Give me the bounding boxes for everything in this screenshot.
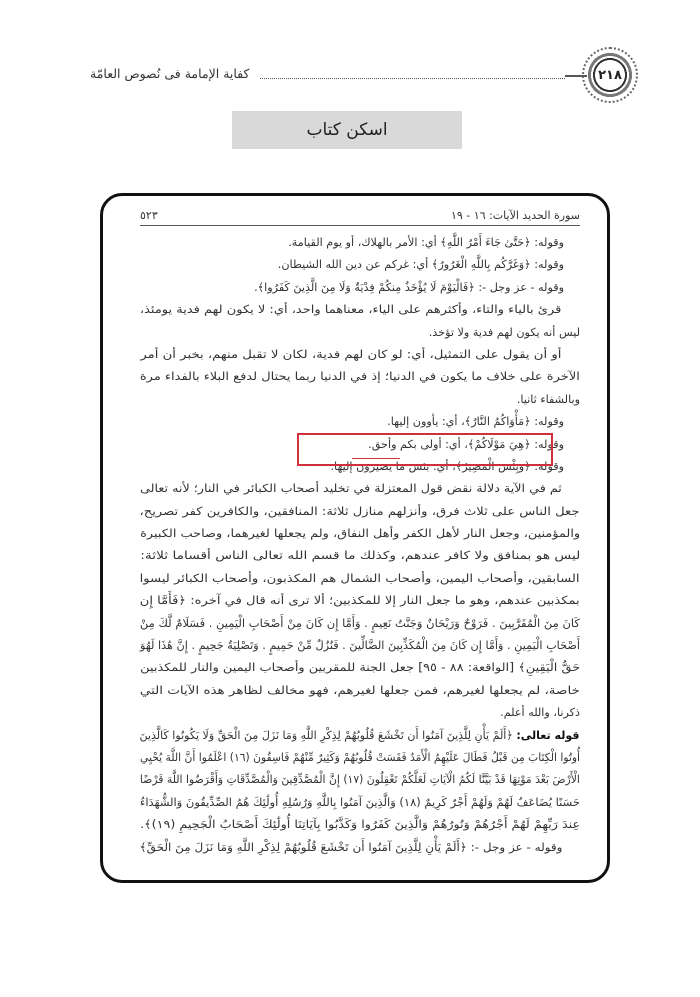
line-text: أُوتُوا الْكِتَابَ مِن قَبْلُ فَطَالَ عَلَيْهِمُ الْأَمَدُ فَقَسَتْ قُلُوبُهُمْ وَكَثِيرٌ مِّنْهُمْ فَاسِقُونَ (١٦) اعْلَمُوا أَنَّ اللَّهَ يُحْيِي [140,750,580,764]
text-line-content [140,523,580,545]
line-text: قرئ بالياء والتاء، وأكثرهم على الياء، معناهما واحد، أي: لا يكون لهم فدية يومئذ، [140,303,562,317]
line-text: حَقُّ الْيَقِينِ﴾ [الواقعة: ٨٨ - ٩٥] جعل الجنة للمقربين وأصحاب اليمين والنار للمكذبين [139,661,580,675]
text-line-content [429,322,580,344]
line-text: وقوله - عز وجل -: ﴿أَلَمْ يَأْنِ لِلَّذِينَ آمَنُوا أَن تَخْشَعَ قُلُوبُهُمْ لِذِكْرِ اللَّهِ وَمَا نَزَلَ مِنَ الْحَقِّ﴾ [140,840,563,854]
body-text [140,232,580,859]
line-text: وقوله - عز وجل -: ﴿فَالْيَوْمَ لَا يُؤْخَذُ مِنكُمْ فِدْيَةٌ وَلَا مِنَ الَّذِينَ كَفَرُوا﴾. [254,280,564,294]
text-line-content [140,613,580,635]
text-line-content [140,545,580,567]
header-dotted-rule [260,78,565,79]
line-text: ذكرنا، والله أعلم. [500,706,580,720]
page-number: ٢١٨ [598,67,622,83]
text-line [140,322,580,344]
line-text: والمؤمنين، وجعل النار لأهل الكفر وأهل النفاق، ولم يجعلها لغيرهما، وصاحب الكبيرة [140,527,580,541]
text-line [140,568,580,590]
text-line-content [140,747,580,769]
text-line [140,254,580,276]
text-line [140,411,580,433]
text-line-content [140,366,580,388]
text-line [140,344,580,366]
book-title: كفاية الإمامة فى نُصوص العامّة [90,66,250,81]
text-line [140,747,580,769]
text-line [140,389,580,411]
text-line-content [288,232,580,254]
text-line-content [140,478,580,500]
text-line-content [278,254,580,276]
text-line [140,501,580,523]
text-line-content [140,635,580,657]
text-line [140,837,580,859]
text-line [140,702,580,724]
line-text: عِندَ رَبِّهِمْ لَهُمْ أَجْرُهُمْ وَنُورُهُمْ وَالَّذِينَ كَفَرُوا وَكَذَّبُوا بِآيَاتِنَا أُولَٰئِكَ أَصْحَابُ الْجَحِيمِ (١٩)﴾. [140,818,581,832]
line-text: حَسَنًا يُضَاعَفُ لَهُمْ وَلَهُمْ أَجْرٌ كَرِيمٌ (١٨) وَالَّذِينَ آمَنُوا بِاللَّهِ وَرُسُلِهِ أُولَٰئِكَ هُمُ الصِّدِّيقُونَ وَالشُّهَدَاءُ [139,795,580,809]
text-line-content [140,792,580,814]
line-text: خاصة، لم يجعلها لغيرهم، فمن جعلها لغيرهم، فهو مخالف لظاهر هذه الآيات التي [139,683,580,697]
line-text: كَانَ مِنَ الْمُقَرَّبِينَ . فَرَوْحٌ وَرَيْحَانٌ وَجَنَّتُ نَعِيمٍ . وَأَمَّا إِن كَانَ مِنْ أَصْحَابِ الْيَمِينِ . فَسَلَامٌ لَّكَ مِنْ [140,616,580,630]
text-line [140,523,580,545]
text-line [140,769,580,791]
text-line [140,814,580,836]
line-text: جعل الناس على ثلاث فرق، وأنزلهم منازل ثلاثة: المنافقين، والكافرين كفر تصريح، [140,504,580,518]
text-line-content [140,769,580,791]
text-line-content [140,501,580,523]
line-text: الْأَرْضَ بَعْدَ مَوْتِهَا قَدْ بَيَّنَّا لَكُمُ الْآيَاتِ لَعَلَّكُمْ تَعْقِلُونَ (١٧) إِنَّ الْمُصَّدِّقِينَ وَالْمُصَّدِّقَاتِ وَأَقْرَضُوا اللَّهَ قَرْضًا [140,773,580,787]
text-line-content [140,837,580,859]
text-line-content [140,344,580,366]
line-text: وقوله: ﴿وَغَرَّكُم بِاللَّهِ الْغَرُورُ﴾ أي: غركم عن دين الله الشيطان. [277,258,564,272]
text-line-content [517,389,580,411]
text-line [140,478,580,500]
text-line [140,299,580,321]
line-text: وبالشفاء ثانيا. [516,392,580,406]
text-line-content [140,814,580,836]
scanned-page [140,207,580,859]
line-text: ليس أنه يكون لهم فدية ولا تؤخذ. [428,325,580,339]
text-line [140,792,580,814]
text-line [140,680,580,702]
sura-heading: سورة الحديد الآيات: ١٦ - ١٩ [450,209,580,222]
line-text: ثم في الآية دلالة نقض قول المعتزلة في تخليد أصحاب الكبائر في النار؛ لأنه تعالى [140,482,562,496]
highlight-underline [352,458,400,459]
line-text: أو أن يقول على التمثيل، أي: لو كان لهم فدية، لكان لا تقبل منهم، بخبر أن أمر [140,347,562,361]
running-header [90,58,635,98]
highlight-box [297,433,553,466]
text-line [140,635,580,657]
line-text: ليس هو بمنافق ولا كافر عندهم، وكذلك ما قسم الله تعالى الناس أقساما ثلاثة: [140,549,580,563]
text-line [140,366,580,388]
text-line-content [140,568,580,590]
text-line-content [140,680,580,702]
line-text: ﴿أَلَمْ يَأْنِ لِلَّذِينَ آمَنُوا أَن تَخْشَعَ قُلُوبُهُمْ لِذِكْرِ اللَّهِ وَمَا نَزَلَ مِنَ الْحَقِّ وَلَا يَكُونُوا كَالَّذِينَ [140,728,517,742]
text-line-content [140,725,580,747]
text-line [140,232,580,254]
scanned-page-header [140,207,580,226]
text-line [140,725,580,747]
page-number-ornament-icon [585,50,635,100]
scanned-book-banner: اسكن كتاب [232,111,462,149]
line-text: السابقين، وأصحاب اليمين، وأصحاب الشمال هم المكذبون، وأصحاب الكبائر ليسوا [140,571,580,585]
line-text: وقوله: ﴿وَبِئْسَ الْمَصِيرُ﴾، أي: بئس ما يصيرون إليها. [330,459,564,473]
text-line-content [140,590,580,612]
line-text: وقوله: ﴿مَأْوَاكُمُ النَّارُ﴾، أي: يأوون إليها. [387,415,564,429]
line-text: بمكذبين عندهم، وهو ما جعل النار إلا للمكذبين؛ ألا ترى أنه قال في آخره: ﴿فَأَمَّا إِن [140,594,580,608]
line-text: وقوله: ﴿هِيَ مَوْلَاكُمْ﴾، أي: أولى بكم وأحق. [368,437,564,451]
text-line-content [500,702,580,724]
text-line [140,545,580,567]
text-line-content [387,411,580,433]
line-text: أَصْحَابِ الْيَمِينِ . وَأَمَّا إِن كَانَ مِنَ الْمُكَذِّبِينَ الضَّالِّينَ . فَنُزُلٌ مِّنْ حَمِيمٍ . وَتَصْلِيَةُ جَحِيمٍ . إِنَّ هَٰذَا لَهُوَ [140,639,580,653]
text-line [140,277,580,299]
scanned-page-number: ٥٢٣ [140,209,158,222]
line-text: وقوله: ﴿حَتَّىٰ جَاءَ أَمْرُ اللَّهِ﴾ أي: الأمر بالهلاك، أو يوم القيامة. [288,236,564,249]
text-line-content [140,299,580,321]
text-line [140,590,580,612]
text-line-content [140,657,580,679]
text-line [140,657,580,679]
text-line-content [254,277,580,299]
line-text: الآخرة على خلاف ما يكون في الدنيا؛ إذ في الدنيا ربما يحتال لدفع البلاء بالفداء مرة [140,370,580,384]
text-line [140,613,580,635]
section-lead: قوله تعالى: [516,728,580,742]
